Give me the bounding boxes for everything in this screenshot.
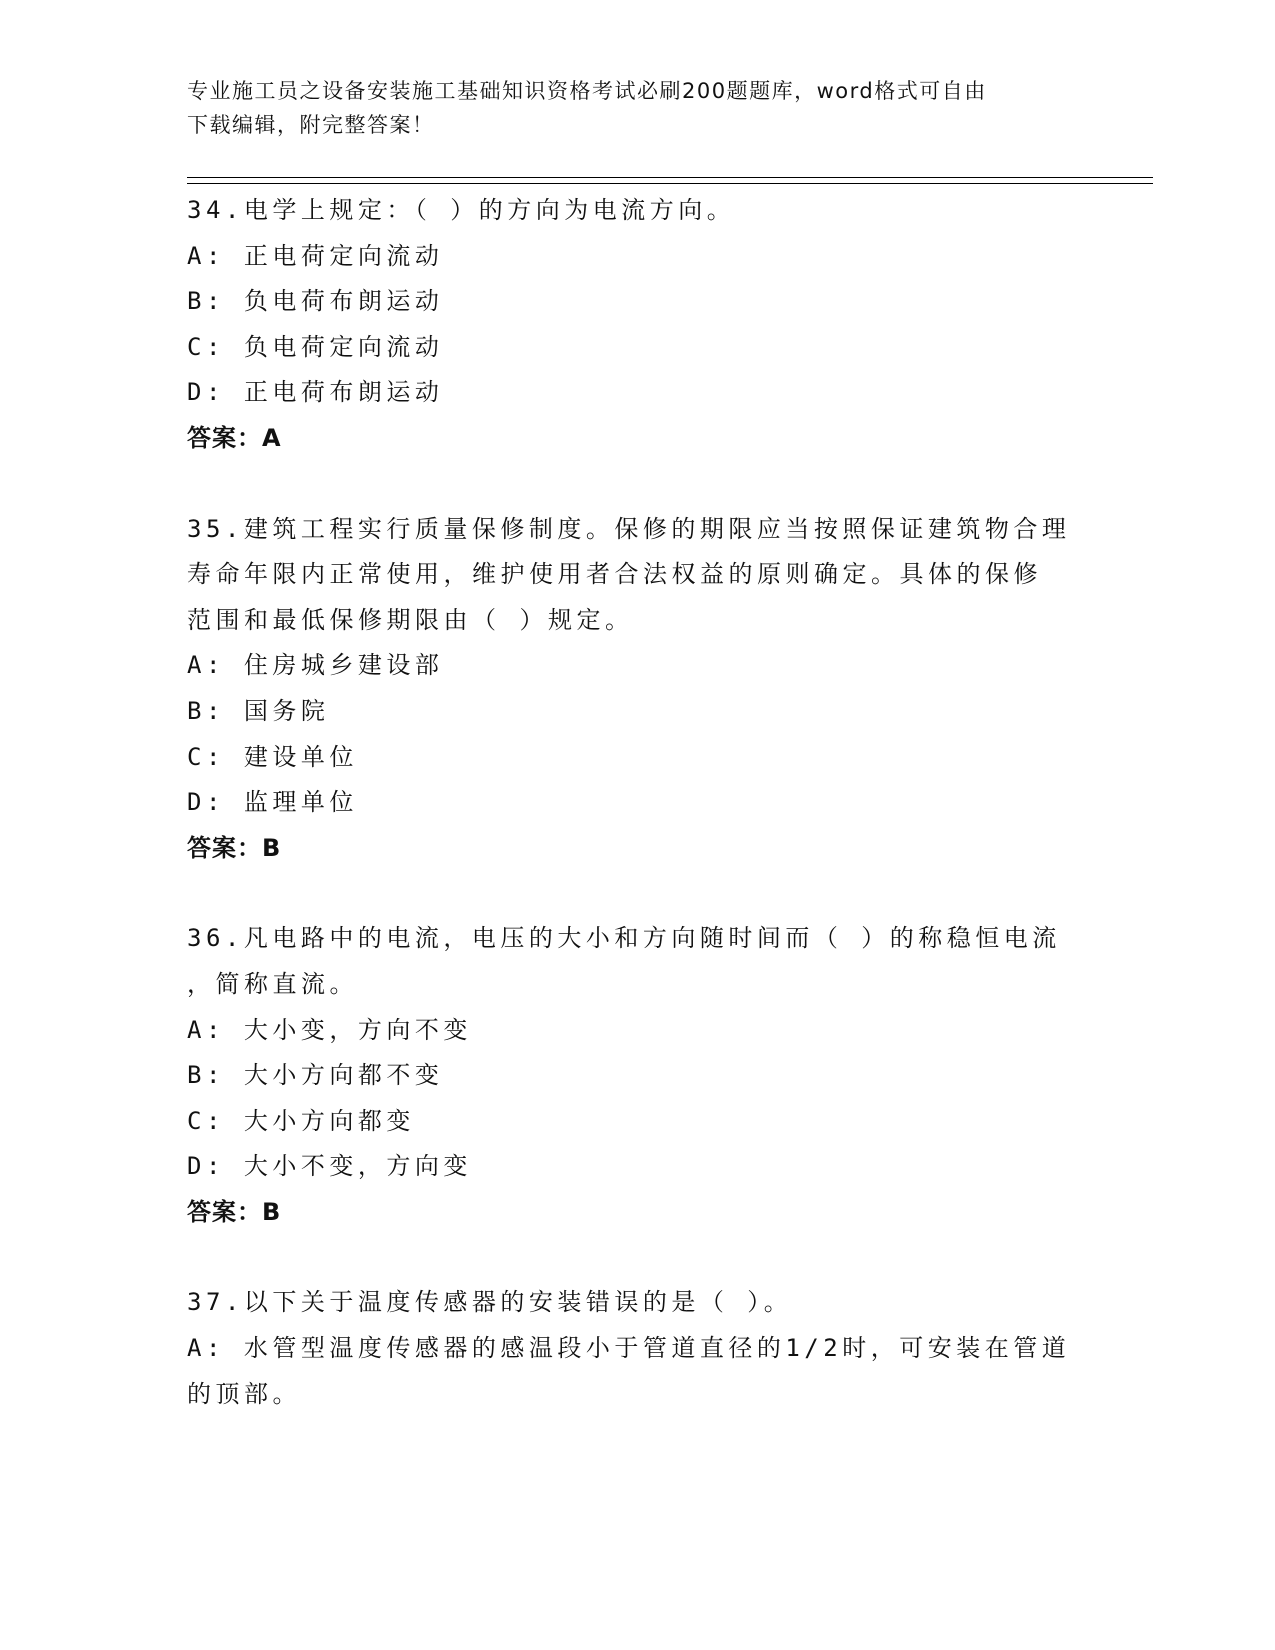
option-d: D: 大小不变，方向变 [187,1152,472,1181]
option-c: C: 建设单位 [187,742,358,771]
question-stem: 范围和最低保修期限由（ ）规定。 [187,605,634,634]
option-b: B: 国务院 [187,696,330,725]
option-a: A: 住房城乡建设部 [187,651,444,680]
question-stem: 34.电学上规定：（ ）的方向为电流方向。 [187,196,736,224]
question-stem: 37.以下关于温度传感器的安装错误的是（ ）。 [187,1288,793,1317]
option-a: A: 水管型温度传感器的感温段小于管道直径的1/2时，可安装在管道 [187,1334,1071,1363]
question-stem: 36.凡电路中的电流，电压的大小和方向随时间而（ ）的称稳恒电流 [187,924,1061,953]
question-stem: ，简称直流。 [187,969,358,998]
option-a: A: 正电荷定向流动 [187,241,444,270]
option-c: C: 大小方向都变 [187,1106,415,1135]
option-d: D: 正电荷布朗运动 [187,378,444,407]
option-a-continued: 的顶部。 [187,1379,301,1408]
question-list [187,188,1087,1417]
document-header [187,74,1087,142]
header-line-2: 下载编辑，附完整答案！ [187,113,435,137]
answer-label: 答案：A [187,423,282,452]
option-d: D: 监理单位 [187,788,358,817]
option-b: B: 大小方向都不变 [187,1061,444,1090]
answer-label: 答案：B [187,1197,282,1226]
option-c: C: 负电荷定向流动 [187,332,444,361]
option-b: B: 负电荷布朗运动 [187,287,444,316]
header-divider-bottom [187,183,1153,184]
question-stem: 寿命年限内正常使用，维护使用者合法权益的原则确定。具体的保修 [187,560,1042,589]
question-35 [187,507,1087,872]
question-36 [187,916,1087,1235]
answer-label: 答案：B [187,833,282,862]
header-divider-top [187,177,1153,178]
question-37 [187,1280,1087,1417]
question-34 [187,188,1087,462]
question-stem: 35.建筑工程实行质量保修制度。保修的期限应当按照保证建筑物合理 [187,514,1071,543]
header-line-1: 专业施工员之设备安装施工基础知识资格考试必刷200题题库，word格式可自由 [187,79,987,103]
option-a: A: 大小变，方向不变 [187,1015,472,1044]
